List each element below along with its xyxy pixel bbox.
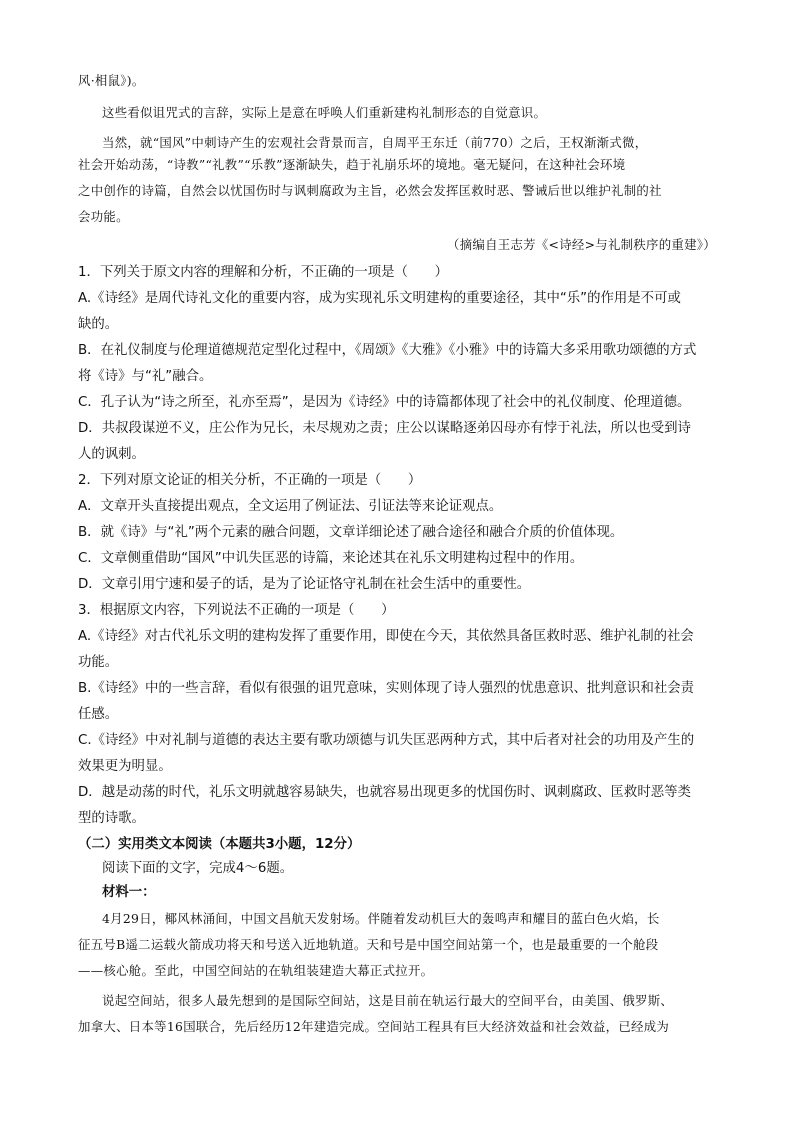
passage-paragraph-2: 这些看似诅咒式的言辞，实际上是意在呼唤人们重新建构礼制形态的自觉意识。 — [102, 105, 547, 120]
question-3-option-b-line-1: B.《诗经》中的一些言辞，看似有很强的诅咒意味，实则体现了诗人强烈的忧患意识、批判意识和社会责 — [78, 681, 695, 696]
question-1-option-a-line-1: A.《诗经》是周代诗礼文化的重要内容，成为实现礼乐文明建构的重要途径，其中“乐”的作用是不可或 — [78, 291, 681, 306]
question-1-option-b-line-2: 将《诗》与“礼”融合。 — [78, 369, 213, 384]
section-instruction: 阅读下面的文字，完成4～6题。 — [102, 861, 294, 876]
question-1-option-c: C．孔子认为“诗之所至，礼亦至焉”，是因为《诗经》中的诗篇都体现了社会中的礼仪制度、伦理道德。 — [78, 395, 691, 410]
question-2-option-c: C．文章侧重借助“国风”中讥失匡恶的诗篇，来论述其在礼乐文明建构过程中的作用。 — [78, 551, 584, 566]
question-3-option-a-line-1: A.《诗经》对古代礼乐文明的建构发挥了重要作用，即使在今天，其依然具备匡救时恶、维护礼制的社会 — [78, 629, 694, 644]
passage-paragraph-3-line-4: 会功能。 — [78, 209, 129, 224]
question-1-option-b-line-1: B．在礼仪制度与伦理道德规范定型化过程中，《周颂》《大雅》《小雅》中的诗篇大多采用歌功颂德的方式 — [78, 343, 697, 358]
passage-source: （摘编自王志芳《<诗经>与礼制秩序的重建》） — [447, 237, 716, 252]
question-1-option-d-line-1: D．共叔段谋逆不义，庄公作为兄长，未尽规劝之责；庄公以谋略逐弟囚母亦有悖于礼法，所以也受到诗 — [78, 421, 691, 436]
material-2-line-2: 加拿大、日本等16国联合，先后经历12年建造完成。空间站工程具有巨大经济效益和社会效益，已经成为 — [78, 1019, 670, 1034]
passage-paragraph-3-line-2: 社会开始动荡，“诗教”“礼教”“乐教”逐渐缺失，趋于礼崩乐坏的境地。毫无疑问，在这种社会环境 — [78, 157, 626, 172]
material-1-line-1: 4月29日，椰风林涌间，中国文昌航天发射场。伴随着发动机巨大的轰鸣声和耀目的蓝白色火焰，长 — [102, 911, 660, 926]
question-2-option-b: B．就《诗》与“礼”两个元素的融合问题，文章详细论述了融合途径和融合介质的价值体现。 — [78, 525, 624, 540]
question-2-option-d: D．文章引用宁速和晏子的话，是为了论证恪守礼制在社会生活中的重要性。 — [78, 577, 531, 592]
question-1-stem: 1．下列关于原文内容的理解和分析，不正确的一项是（ ） — [78, 265, 449, 280]
material-label: 材料一： — [102, 885, 156, 900]
question-3-option-c-line-2: 效果更为明显。 — [78, 759, 172, 774]
question-1-option-d-line-2: 人的讽刺。 — [78, 447, 145, 462]
material-1-line-3: ——核心舱。至此，中国空间站的在轨组装建造大幕正式拉开。 — [78, 963, 434, 978]
passage-line-1: 风·相鼠》)。 — [78, 73, 145, 88]
material-1-line-2: 征五号B遥二运载火箭成功将天和号送入近地轨道。天和号是中国空间站第一个，也是最重要的一个舱段 — [78, 937, 659, 952]
passage-paragraph-3-line-1: 当然，就“国风”中刺诗产生的宏观社会背景而言，自周平王东迁（前770）之后，王权渐渐式微， — [102, 135, 648, 150]
question-3-option-c-line-1: C.《诗经》中对礼制与道德的表达主要有歌功颂德与讥失匡恶两种方式，其中后者对社会的功用及产生的 — [78, 733, 695, 748]
question-3-option-b-line-2: 任感。 — [78, 707, 119, 722]
question-2-option-a: A．文章开头直接提出观点，全文运用了例证法、引证法等来论证观点。 — [78, 499, 503, 514]
question-1-option-a-line-2: 缺的。 — [78, 317, 119, 332]
question-3-stem: 3．根据原文内容，下列说法不正确的一项是（ ） — [78, 603, 395, 618]
question-3-option-a-line-2: 功能。 — [78, 655, 119, 670]
question-2-stem: 2．下列对原文论证的相关分析，不正确的一项是（ ） — [78, 473, 422, 488]
passage-paragraph-3-line-3: 之中创作的诗篇，自然会以忧国伤时与讽刺腐政为主旨，必然会发挥匡救时恶、警诫后世以维护礼制的社 — [78, 183, 662, 198]
question-3-option-d-line-2: 型的诗歌。 — [78, 811, 145, 826]
material-2-line-1: 说起空间站，很多人最先想到的是国际空间站，这是目前在轨运行最大的空间平台，由美国、俄罗斯、 — [102, 993, 674, 1008]
section-heading: （二）实用类文本阅读（本题共3小题，12分） — [78, 837, 361, 852]
question-3-option-d-line-1: D．越是动荡的时代，礼乐文明就越容易缺失，也就容易出现更多的忧国伤时、讽刺腐政、匡救时恶等类 — [78, 785, 691, 800]
